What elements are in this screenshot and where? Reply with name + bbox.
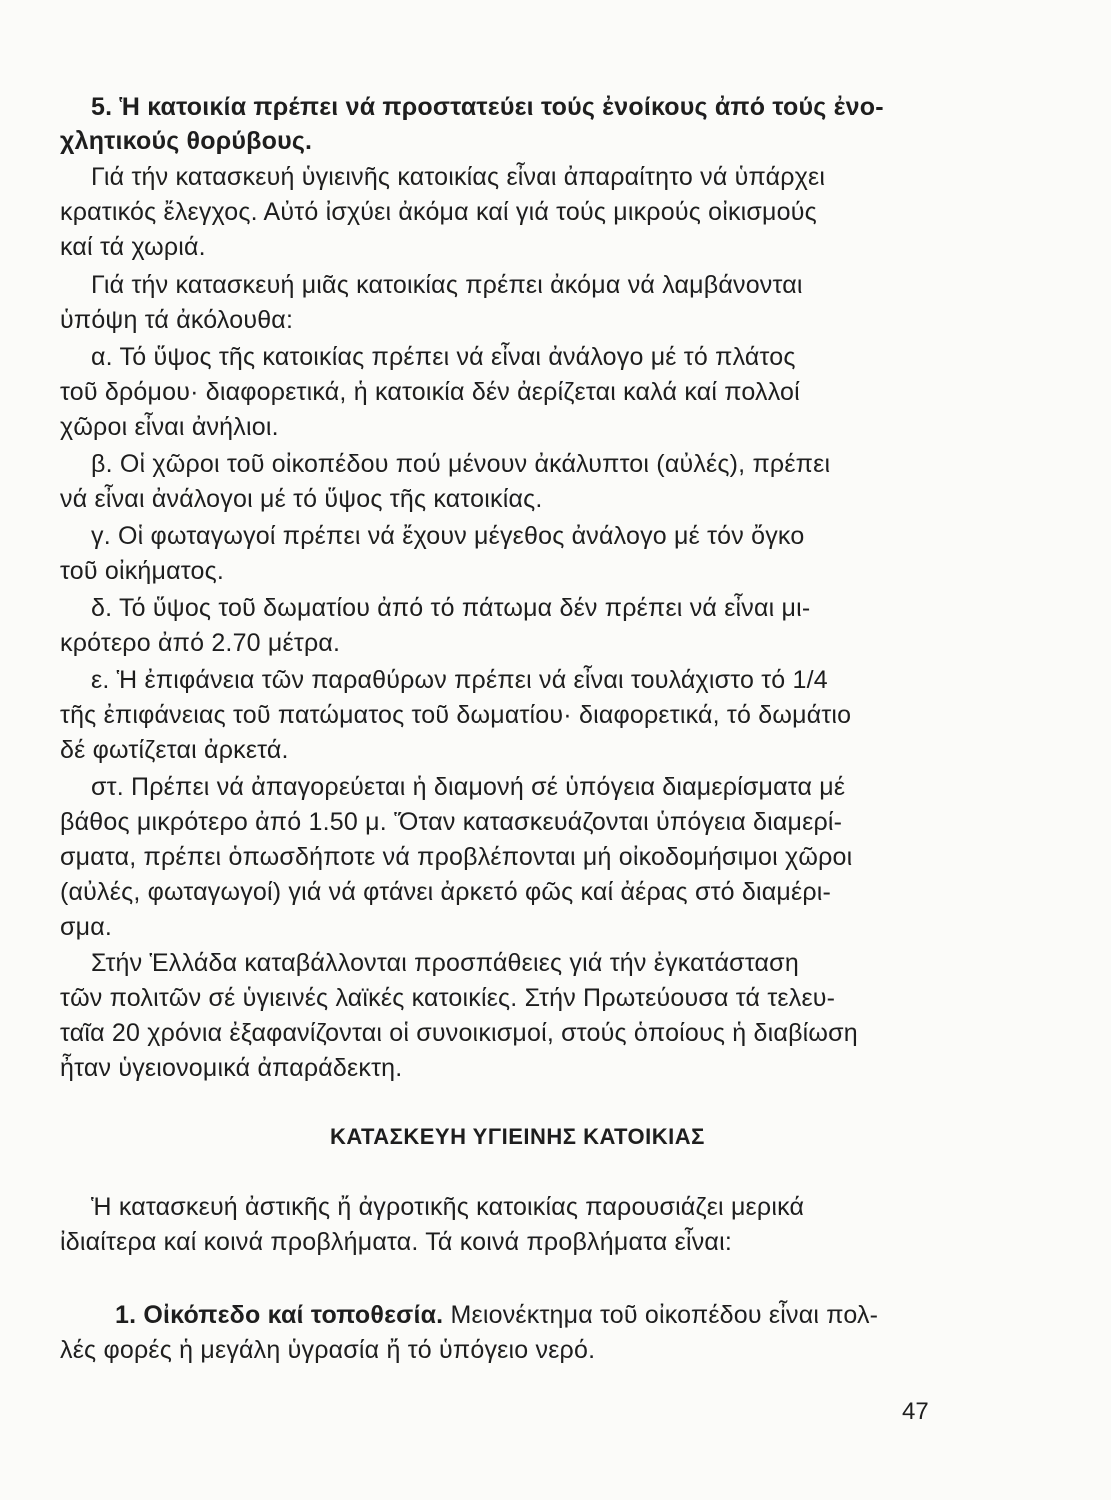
section-5-number: 5. <box>91 93 113 121</box>
paragraph-line: κρατικός ἔλεγχος. Αὐτό ἰσχύει ἀκόμα καί γιά τούς μικρούς οἰκισμούς <box>60 198 817 226</box>
list-item-e-line: δέ φωτίζεται ἀρκετά. <box>60 736 289 764</box>
paragraph-line: καί τά χωριά. <box>60 233 206 261</box>
list-item-d-line: δ. Τό ὕψος τοῦ δωματίου ἀπό τό πάτωμα δέν πρέπει νά εἶναι μι- <box>91 594 811 622</box>
list-item-b-line: νά εἶναι ἀνάλογοι μέ τό ὕψος τῆς κατοικίας. <box>60 485 543 513</box>
list-item-a-line: χῶροι εἶναι ἀνήλιοι. <box>60 413 279 441</box>
list-item-st-line: (αὐλές, φωταγωγοί) γιά νά φτάνει ἀρκετό φῶς καί ἀέρας στό διαμέρι- <box>60 878 832 906</box>
list-item-st-line: σματα, πρέπει ὁπωσδήποτε νά προβλέπονται μή οἰκοδομήσιμοι χῶροι <box>60 843 853 871</box>
section-5-title-line-2: χλητικούς θορύβους. <box>60 127 313 155</box>
list-item-a-line: α. Τό ὕψος τῆς κατοικίας πρέπει νά εἶναι ἀνάλογο μέ τό πλάτος <box>91 343 796 371</box>
item-1-line-1 <box>115 1300 878 1330</box>
section-heading: ΚΑΤΑΣΚΕΥΗ ΥΓΙΕΙΝΗΣ ΚΑΤΟΙΚΙΑΣ <box>330 1124 705 1149</box>
list-item-e-line: τῆς ἐπιφάνειας τοῦ πατώματος τοῦ δωματίου· διαφορετικά, τό δωμάτιο <box>60 701 852 729</box>
list-item-b-line: β. Οἱ χῶροι τοῦ οἰκοπέδου πού μένουν ἀκάλυπτοι (αὐλές), πρέπει <box>91 450 831 478</box>
section-5-title-text: Ἡ κατοικία πρέπει νά προστατεύει τούς ἐνοίκους ἀπό τούς ἐνο- <box>119 93 884 121</box>
list-item-c-line: γ. Οἱ φωταγωγοί πρέπει νά ἔχουν μέγεθος ἀνάλογο μέ τόν ὄγκο <box>91 522 805 550</box>
paragraph-line: ἦταν ὑγειονομικά ἀπαράδεκτη. <box>60 1054 403 1082</box>
paragraph-line: ταῖα 20 χρόνια ἐξαφανίζονται οἱ συνοικισμοί, στούς ὁποίους ἡ διαβίωση <box>60 1019 858 1047</box>
list-item-a-line: τοῦ δρόμου· διαφορετικά, ἡ κατοικία δέν ἀερίζεται καλά καί πολλοί <box>60 378 800 406</box>
paragraph-line: Στήν Ἑλλάδα καταβάλλονται προσπάθειες γιά τήν ἐγκατάσταση <box>91 949 799 977</box>
list-item-e-line: ε. Ἡ ἐπιφάνεια τῶν παραθύρων πρέπει νά εἶναι τουλάχιστο τό 1/4 <box>91 666 828 694</box>
paragraph-line: Γιά τήν κατασκευή μιᾶς κατοικίας πρέπει ἀκόμα νά λαμβάνονται <box>91 271 803 299</box>
paragraph-line: Γιά τήν κατασκευή ὑγιεινῆς κατοικίας εἶναι ἀπαραίτητο νά ὑπάρχει <box>91 163 826 191</box>
list-item-c-line: τοῦ οἰκήματος. <box>60 557 224 585</box>
list-item-st-line: σμα. <box>60 913 113 941</box>
section-5-title-line-1 <box>91 92 884 122</box>
page-number: 47 <box>902 1398 929 1425</box>
item-1-line-2: λές φορές ἡ μεγάλη ὑγρασία ἤ τό ὑπόγειο νερό. <box>60 1336 596 1364</box>
list-item-st-line: βάθος μικρότερο ἀπό 1.50 μ. Ὅταν κατασκευάζονται ὑπόγεια διαμερί- <box>60 808 843 836</box>
intro-line: Ἡ κατασκευή ἀστικῆς ἤ ἀγροτικῆς κατοικίας παρουσιάζει μερικά <box>91 1193 805 1221</box>
item-1-label: 1. Οἰκόπεδο καί τοποθεσία. <box>115 1301 444 1329</box>
paragraph-line: ὑπόψη τά ἀκόλουθα: <box>60 306 294 334</box>
list-item-d-line: κρότερο ἀπό 2.70 μέτρα. <box>60 629 341 657</box>
paragraph-line: τῶν πολιτῶν σέ ὑγιεινές λαϊκές κατοικίες. Στήν Πρωτεύουσα τά τελευ- <box>60 984 836 1012</box>
item-1-text: Μειονέκτημα τοῦ οἰκοπέδου εἶναι πολ- <box>443 1301 879 1329</box>
list-item-st-line: στ. Πρέπει νά ἀπαγορεύεται ἡ διαμονή σέ ὑπόγεια διαμερίσματα μέ <box>91 773 846 801</box>
intro-line: ἰδιαίτερα καί κοινά προβλήματα. Τά κοινά προβλήματα εἶναι: <box>60 1228 732 1256</box>
